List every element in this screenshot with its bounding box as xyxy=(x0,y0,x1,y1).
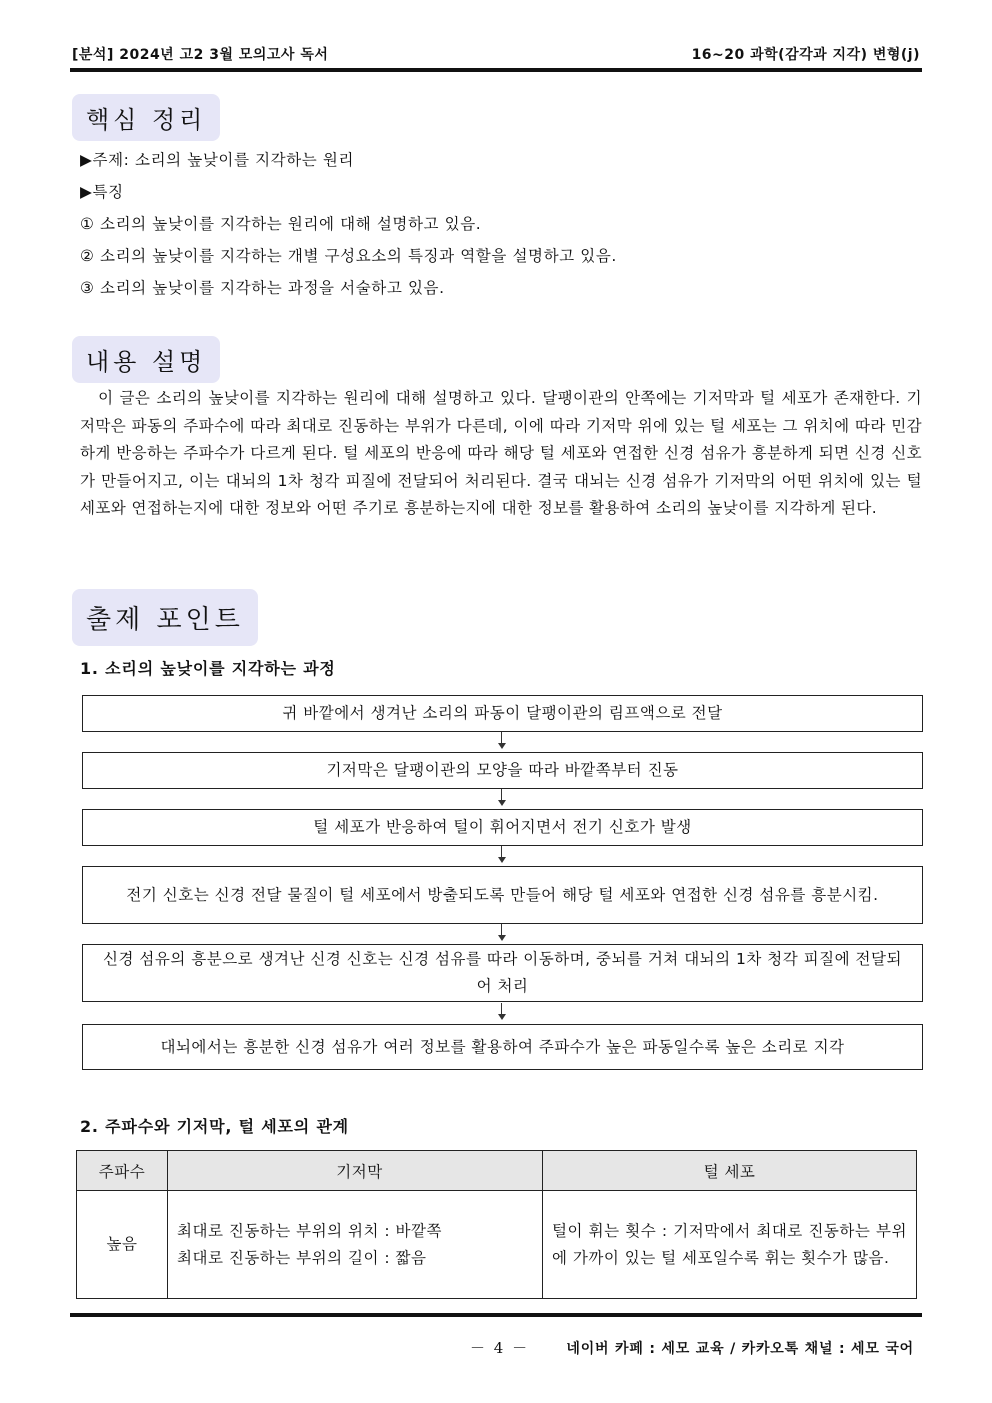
flow-step-text: 전기 신호는 신경 전달 물질이 털 세포에서 방출되도록 만들어 해당 털 세포와 연접한 신경 섬유를 흥분시킴. xyxy=(126,885,879,904)
feature-item: ③ 소리의 높낮이를 지각하는 과정을 서술하고 있음. xyxy=(80,279,445,297)
down-arrow-icon xyxy=(496,1003,508,1023)
header-frequency: 주파수 xyxy=(77,1151,168,1191)
flow-step-text: 신경 섬유의 흥분으로 생겨난 신경 신호는 신경 섬유를 따라 이동하며, 중뇌를 거쳐 대뇌의 1차 청각 피질에 전달되어 처리 xyxy=(103,950,902,995)
header-divider xyxy=(70,68,922,72)
footer-credit: 네이버 카페 : 세모 교육 / 카카오톡 채널 : 세모 국어 xyxy=(566,1341,914,1357)
flow-step-4 xyxy=(82,866,923,924)
cell-basilar-membrane xyxy=(168,1191,543,1299)
content-description-title: 내용 설명 xyxy=(72,336,220,383)
table-row xyxy=(77,1191,917,1299)
flow-step-3 xyxy=(82,809,923,846)
table-header-row xyxy=(77,1151,917,1191)
exam-points-title: 출제 포인트 xyxy=(72,589,258,646)
feature-label: ▶특징 xyxy=(80,183,124,201)
header-hair-cell: 털 세포 xyxy=(543,1151,917,1191)
page-number: － 4 － xyxy=(470,1339,530,1357)
flow-step-2 xyxy=(82,752,923,789)
down-arrow-icon xyxy=(496,846,508,866)
cell-frequency: 높음 xyxy=(77,1191,168,1299)
feature-item: ② 소리의 높낮이를 지각하는 개별 구성요소의 특징과 역할을 설명하고 있음. xyxy=(80,247,617,265)
process-subheading: 1. 소리의 높낮이를 지각하는 과정 xyxy=(80,659,336,678)
membrane-position: 최대로 진동하는 부위의 위치 : 바깥쪽 xyxy=(177,1221,442,1240)
header-section: 16~20 과학(감각과 지각) 변형(j) xyxy=(691,47,920,63)
down-arrow-icon xyxy=(496,732,508,752)
down-arrow-icon xyxy=(496,924,508,944)
feature-item: ① 소리의 높낮이를 지각하는 원리에 대해 설명하고 있음. xyxy=(80,215,482,233)
flow-step-6 xyxy=(82,1024,923,1070)
description-paragraph xyxy=(80,385,922,523)
relation-table xyxy=(76,1150,917,1299)
down-arrow-icon xyxy=(496,789,508,809)
flow-step-text: 대뇌에서는 흥분한 신경 섬유가 여러 정보를 활용하여 주파수가 높은 파동일수록 높은 소리로 지각 xyxy=(160,1037,845,1056)
header-title: [분석] 2024년 고2 3월 모의고사 독서 xyxy=(72,47,329,63)
description-text: 이 글은 소리의 높낮이를 지각하는 원리에 대해 설명하고 있다. 달팽이관의 안쪽에는 기저막과 털 세포가 존재한다. 기저막은 파동의 주파수에 따라 최대로 진동하는 부위가 다른데, 이에 따라 기저막 위에 있는 털 세포는 그 위치에 따라 민감하게 반응하는 주파수가 다르게 된다. 털 세포의 반응에 따라 해당 털 세포와 연접한 신경 섬유가 흥분하게 되면 신경 신호가 만들어지고, 이는 대뇌의 1차 청각 피질에 전달되어 처리된다. 결국 대뇌는 신경 섬유가 기저막의 어떤 위치에 있는 털 세포와 연접하는지에 대한 정보와 어떤 주기로 흥분하는지에 대한 정보를 활용하여 소리의 높낮이를 지각하게 된다. xyxy=(80,389,923,517)
theme-line: ▶주제: 소리의 높낮이를 지각하는 원리 xyxy=(80,151,355,169)
footer-divider xyxy=(70,1313,922,1317)
flow-step-1 xyxy=(82,695,923,732)
flow-step-text: 귀 바깥에서 생겨난 소리의 파동이 달팽이관의 림프액으로 전달 xyxy=(282,704,723,722)
membrane-length: 최대로 진동하는 부위의 길이 : 짧음 xyxy=(177,1248,427,1267)
core-summary-title: 핵심 정리 xyxy=(72,94,220,141)
flow-step-5 xyxy=(82,944,923,1002)
header-basilar-membrane: 기저막 xyxy=(168,1151,543,1191)
flow-step-text: 기저막은 달팽이관의 모양을 따라 바깥쪽부터 진동 xyxy=(326,761,679,779)
cell-hair-cell: 털이 휘는 횟수 : 기저막에서 최대로 진동하는 부위에 가까이 있는 털 세포일수록 휘는 횟수가 많음. xyxy=(543,1191,917,1299)
flow-step-text: 털 세포가 반응하여 털이 휘어지면서 전기 신호가 발생 xyxy=(313,818,692,836)
relation-subheading: 2. 주파수와 기저막, 털 세포의 관계 xyxy=(80,1117,349,1136)
